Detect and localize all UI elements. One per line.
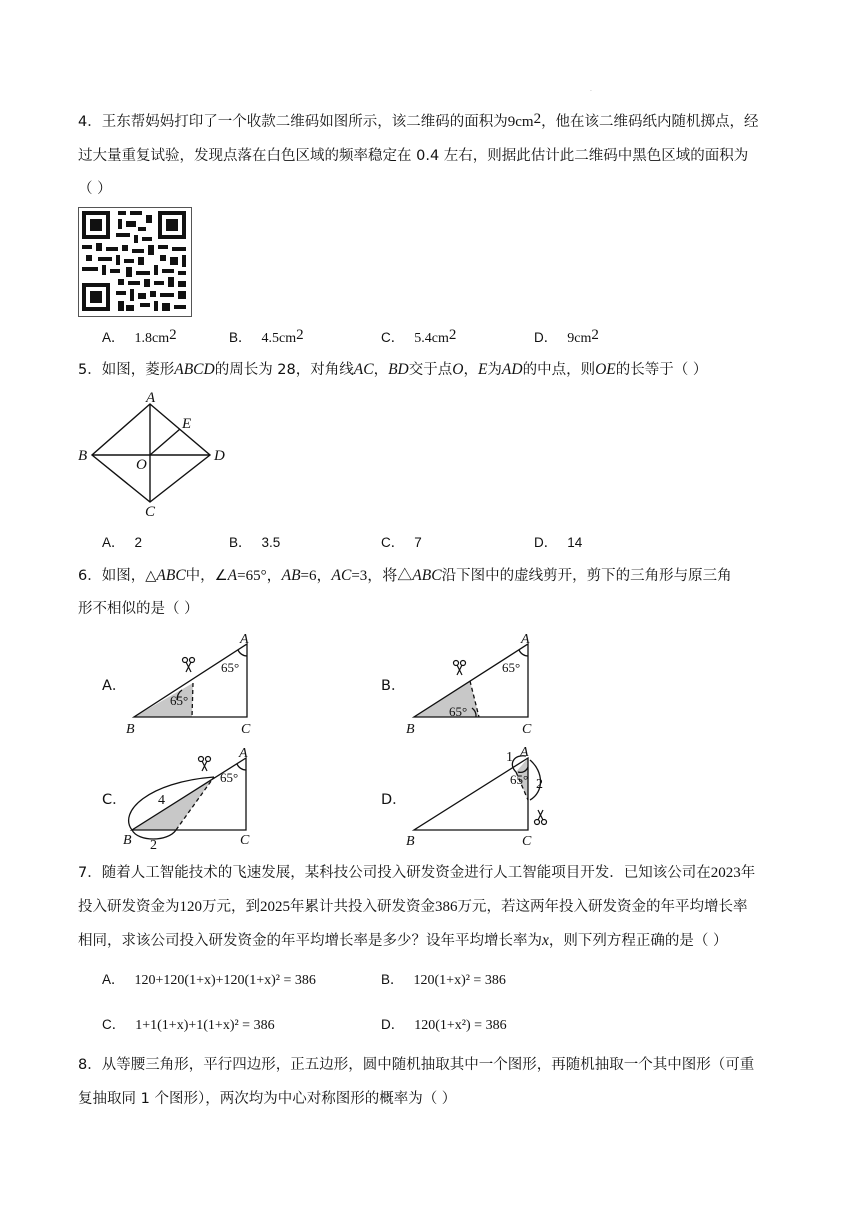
q8-line2: 复抽取同 1 个图形），两次均为中心对称图形的概率为（ ） — [78, 1091, 457, 1107]
q6-option-b-label[interactable]: B． — [381, 678, 406, 694]
q4-line2: 过大量重复试验，发现点落在白色区域的频率稳定在 0.4 左右，则据此估计此二维码中黑色区域的面积为 — [78, 148, 749, 164]
scissors-icon — [454, 661, 466, 676]
svg-text:65°: 65° — [170, 693, 189, 708]
q6-line1: 6．如图，△ABC中，∠A=65°，AB=6，AC=3，将△ABC沿下图中的虚线剪开，剪下的三角形与原三角 — [78, 567, 732, 584]
q7-option-d[interactable]: D． 120(1+x²) = 386 — [381, 1017, 507, 1033]
svg-text:C: C — [240, 833, 250, 848]
q8-line1: 8．从等腰三角形，平行四边形，正五边形，圆中随机抽取其中一个图形，再随机抽取一个其中图形（可重 — [78, 1057, 755, 1073]
rhombus-figure — [72, 388, 242, 520]
q7-option-b[interactable]: B． 120(1+x)² = 386 — [381, 972, 506, 988]
label-o: O — [136, 457, 147, 473]
label-d: D — [214, 448, 225, 464]
q4-option-c[interactable]: C． $5.4cm^2$ — [381, 327, 457, 346]
svg-text:C: C — [522, 834, 532, 849]
svg-text:B: B — [406, 722, 415, 737]
svg-text:1: 1 — [506, 750, 513, 765]
q5-option-c[interactable]: C． 7 — [381, 535, 422, 550]
label-a: A — [146, 390, 156, 406]
svg-text:A: A — [240, 632, 249, 647]
q6-option-d-label[interactable]: D． — [381, 792, 407, 808]
q6-option-a-label[interactable]: A． — [102, 678, 127, 694]
q4-option-d[interactable]: D． $9cm^2$ — [534, 327, 599, 346]
svg-text:B: B — [126, 722, 135, 737]
svg-text:A: A — [520, 745, 529, 760]
qr-code-figure — [78, 207, 192, 317]
svg-text:B: B — [406, 834, 415, 849]
q5-line1: 5．如图，菱形ABCD的周长为 28，对角线AC，BD交于点O，E为AD的中点，则OE的长等于（ ） — [78, 361, 708, 378]
q6-figure-a — [122, 628, 272, 740]
q4-option-b[interactable]: B． $4.5cm^2$ — [229, 327, 304, 346]
q6-option-c-label[interactable]: C． — [102, 792, 127, 808]
q4-line1 — [78, 111, 759, 133]
scissors-icon — [183, 658, 195, 673]
svg-text:2: 2 — [536, 777, 543, 792]
q4-line3: （ ） — [78, 181, 112, 197]
svg-text:2: 2 — [150, 838, 157, 853]
svg-text:B: B — [123, 833, 132, 848]
svg-text:65°: 65° — [449, 704, 468, 719]
q5-option-b[interactable]: B． 3.5 — [229, 535, 281, 550]
q4-text: 4．王东帮妈妈打印了一个收款二维码如图所示，该二维码的面积为 — [78, 114, 508, 130]
q6-line2: 形不相似的是（ ） — [78, 601, 199, 617]
q7-option-c[interactable]: C． 1+1(1+x)+1(1+x)² = 386 — [102, 1017, 275, 1033]
q6-figure-c — [118, 742, 278, 854]
q4-area: 9cm — [507, 114, 534, 130]
scissors-icon — [199, 757, 211, 772]
q4-sup: 2 — [533, 111, 542, 127]
svg-text:C: C — [522, 722, 532, 737]
q4-text-tail: ，他在该二维码纸内随机掷点，经 — [541, 114, 759, 130]
svg-text:4: 4 — [158, 793, 165, 808]
label-c: C — [145, 504, 156, 520]
label-b: B — [78, 448, 88, 464]
svg-text:65°: 65° — [220, 770, 239, 785]
q7-line2: 投入研发资金为120万元，到2025年累计共投入研发资金386万元，若这两年投入研发资金的年平均增长率 — [78, 899, 748, 915]
page-mark: · — [590, 88, 592, 95]
svg-text:65°: 65° — [221, 660, 240, 675]
label-e: E — [182, 416, 192, 432]
svg-text:65°: 65° — [502, 660, 521, 675]
q7-line3: 相同，求该公司投入研发资金的年平均增长率是多少？设年平均增长率为x，则下列方程正确的是（ ） — [78, 932, 728, 949]
svg-text:A: A — [239, 746, 248, 761]
q7-option-a[interactable]: A． 120+120(1+x)+120(1+x)² = 386 — [102, 972, 316, 988]
q7-line1: 7．随着人工智能技术的飞速发展，某科技公司投入研发资金进行人工智能项目开发．已知该公司在2023年 — [78, 865, 756, 881]
q5-option-d[interactable]: D． 14 — [534, 535, 583, 550]
q6-figure-d — [400, 742, 560, 854]
svg-text:65°: 65° — [510, 772, 529, 787]
q5-option-a[interactable]: A． 2 — [102, 535, 143, 550]
q4-option-a[interactable]: A． $1.8cm^2$ — [102, 327, 177, 346]
q6-figure-b — [400, 628, 550, 740]
svg-text:C: C — [241, 722, 251, 737]
scissors-icon — [535, 810, 547, 825]
svg-text:A: A — [521, 632, 530, 647]
